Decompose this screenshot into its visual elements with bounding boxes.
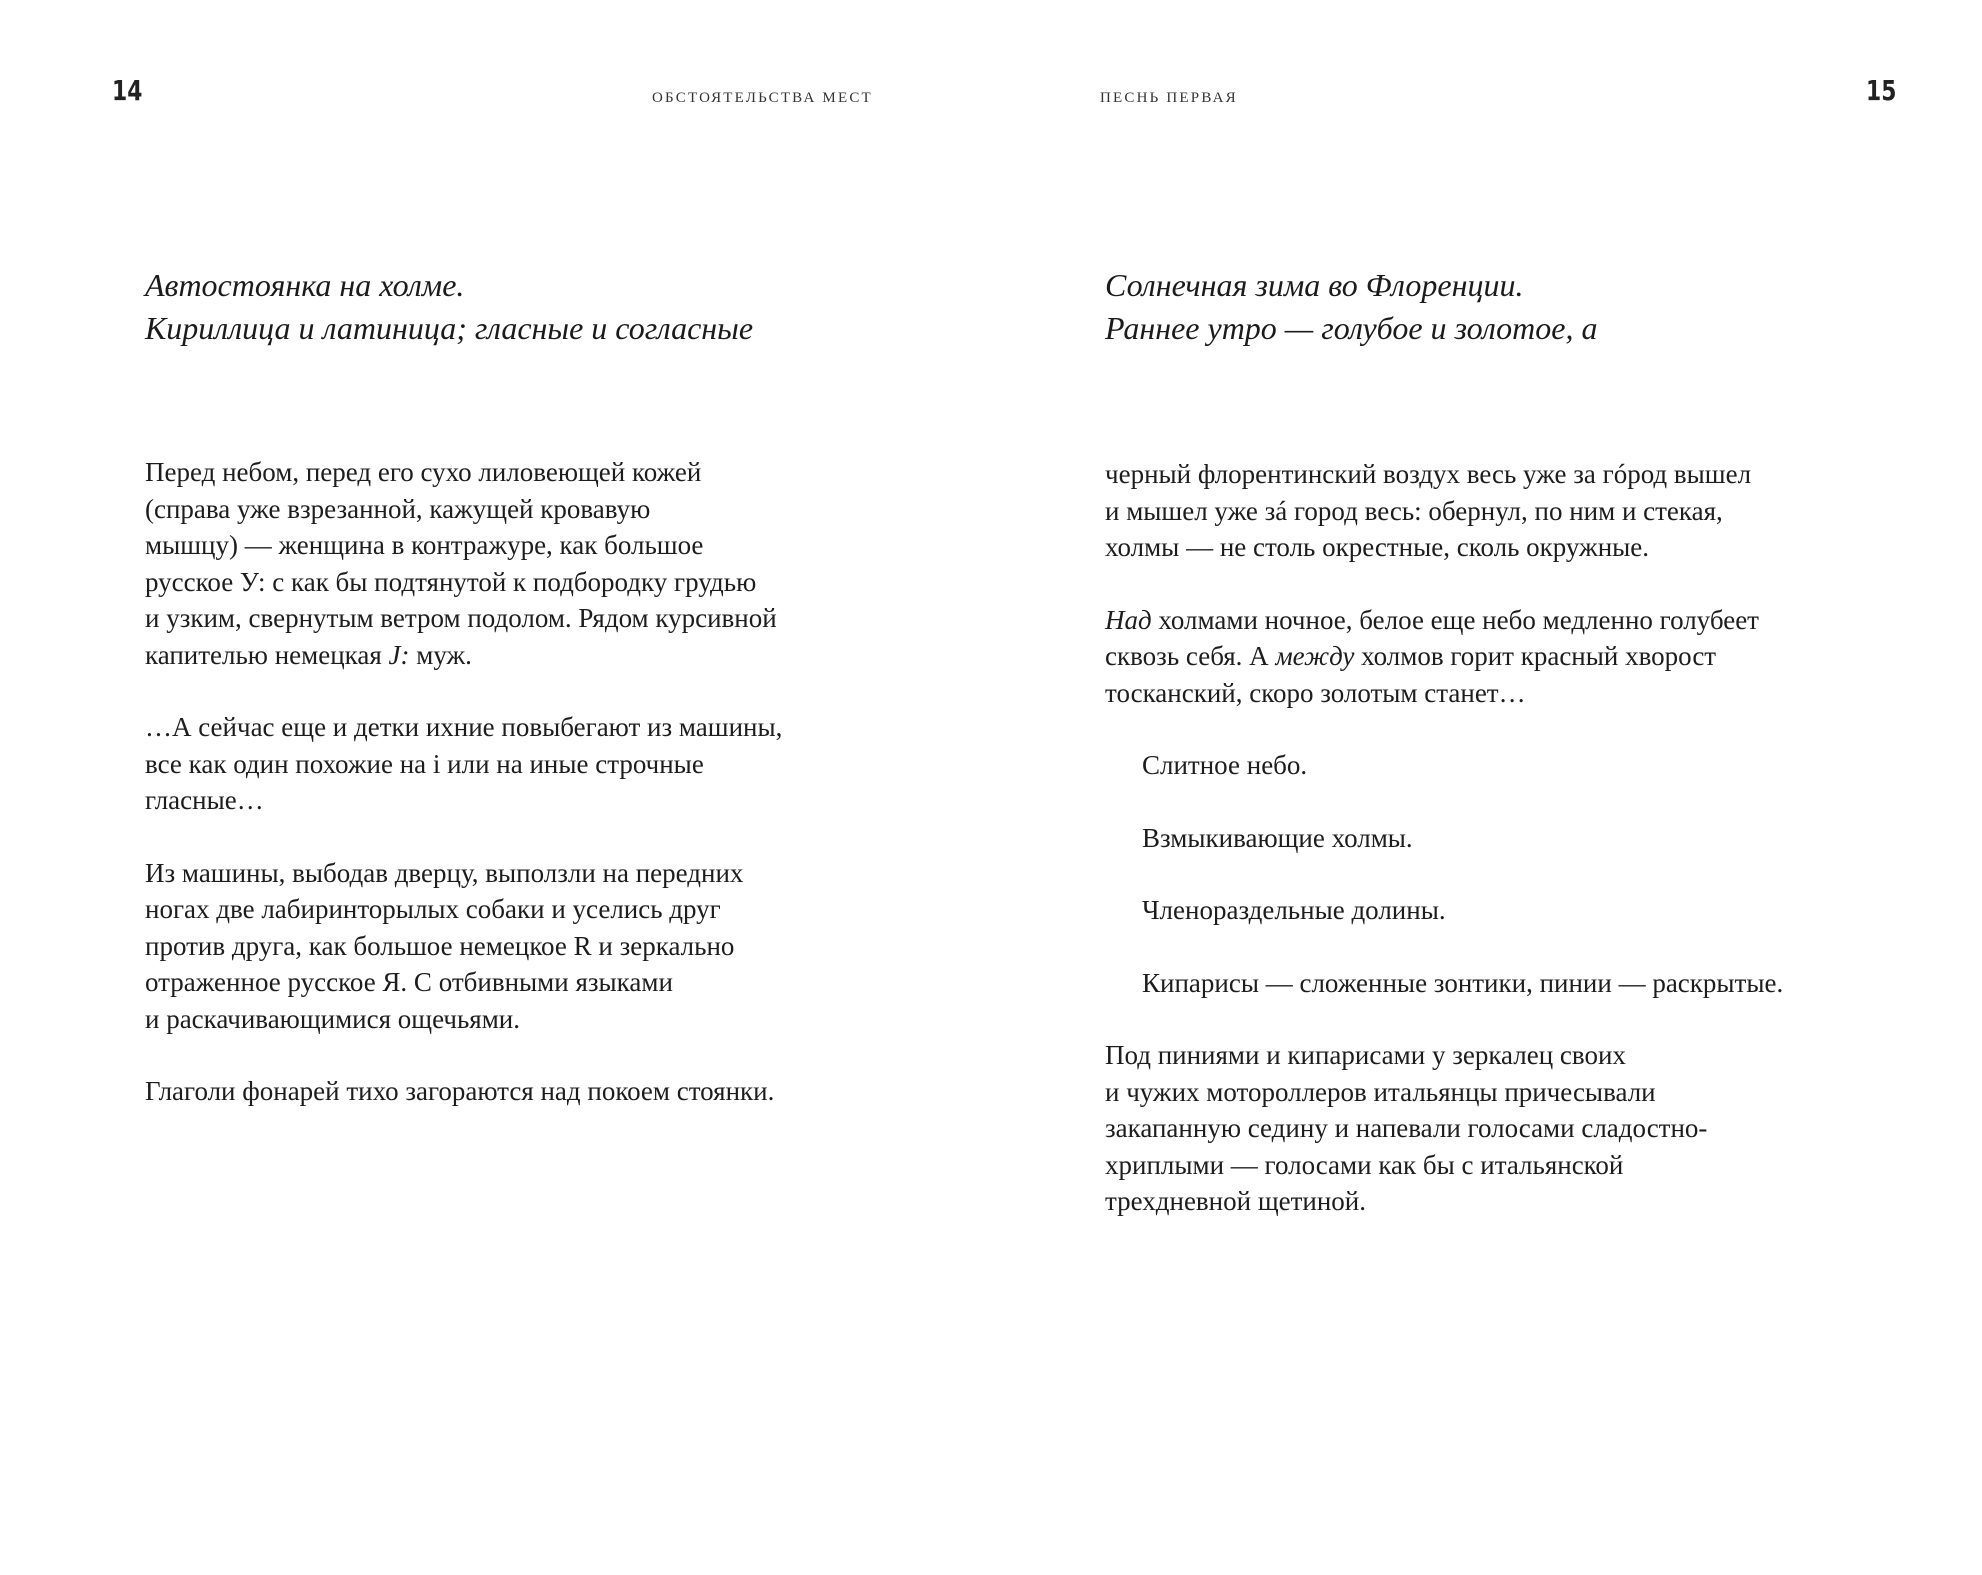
italic-word: Над (1105, 604, 1152, 635)
paragraph (145, 454, 782, 673)
running-head: ОБСТОЯТЕЛЬСТВА МЕСТ (652, 90, 873, 106)
text-line: русское У: с как бы подтянутой к подбородку грудью (145, 566, 757, 597)
text-line (1105, 602, 1783, 639)
text-line: гласные… (145, 785, 264, 815)
verse-line: Кипарисы — сложенные зонтики, пинии — раскрытые. (1142, 967, 1784, 998)
verse-line: Взмыкивающие холмы. (1142, 822, 1413, 853)
text-line: и мышел уже зá город весь: обернул, по ним и стекая, (1105, 495, 1723, 526)
text-line: ногах две лабиринторылых собаки и уселись друг (145, 894, 721, 924)
text-line: закапанную седину и напевали голосами сладостно- (1105, 1113, 1708, 1143)
page-number: 14 (112, 74, 143, 107)
text-line (145, 637, 782, 674)
text-line: холмы — не столь окрестные, сколь окружные. (1105, 532, 1650, 562)
heading-line: Кириллица и латиница; гласные и согласные (145, 310, 754, 346)
right-page (991, 0, 1982, 1575)
text-run: холмов горит красный хворост (1354, 641, 1717, 671)
text-line: мышцу) — женщина в контражуре, как большое (145, 530, 704, 560)
text-line: Из машины, выбодав дверцу, выползли на передних (145, 857, 744, 888)
paragraph (145, 855, 782, 1038)
verse-line: Членораздельные долины. (1142, 895, 1446, 925)
text-line: против друга, как большое немецкое R и зеркально (145, 930, 735, 961)
paragraph (1105, 456, 1783, 566)
running-head: ПЕСНЬ ПЕРВАЯ (1100, 90, 1238, 106)
text-line: все как один похожие на i или на иные строчные (145, 748, 704, 779)
text-line: хриплыми — голосами как бы с итальянской (1105, 1149, 1624, 1180)
text-line: и чужих мотороллеров итальянцы причесывали (1105, 1076, 1656, 1107)
page-number: 15 (1866, 74, 1897, 107)
text-run: муж. (409, 639, 472, 670)
heading-line: Автостоянка на холме. (145, 267, 465, 303)
text-line: трехдневной щетиной. (1105, 1186, 1366, 1216)
heading-line: Раннее утро — голубое и золотое, а (1105, 310, 1598, 346)
italic-word: между (1275, 641, 1355, 671)
text-line: отраженное русское Я. С отбивными языками (145, 967, 673, 997)
heading-line: Солнечная зима во Флоренции. (1105, 267, 1524, 303)
body-text (1105, 456, 1783, 1256)
text-run: капителью немецкая (145, 639, 389, 670)
text-run: сквозь себя. А (1105, 641, 1276, 671)
body-text (145, 454, 782, 1146)
paragraph (1105, 1037, 1783, 1220)
text-line: (справа уже взрезанной, кажущей кровавую (145, 493, 651, 524)
text-line: и раскачивающимися ощечьями. (145, 1003, 520, 1034)
text-line: и узким, свернутым ветром подолом. Рядом курсивной (145, 603, 777, 633)
paragraph (145, 709, 782, 819)
text-line (1105, 638, 1783, 675)
verse-line: Слитное небо. (1142, 750, 1308, 780)
text-run: холмами ночное, белое еще небо медленно голубеет (1151, 604, 1759, 635)
paragraph (1105, 602, 1783, 712)
section-heading (145, 264, 753, 350)
text-line: …А сейчас еще и детки ихние повыбегают из машины, (145, 712, 783, 742)
section-heading (1105, 264, 1597, 350)
text-line: Глаголи фонарей тихо загораются над покоем стоянки. (145, 1076, 775, 1106)
text-line: Перед небом, перед его сухо лиловеющей кожей (145, 457, 702, 487)
text-line: черный флорентинский воздух весь уже за гóрод вышел (1105, 459, 1752, 489)
text-line: Под пиниями и кипарисами у зеркалец своих (1105, 1040, 1626, 1070)
text-line: тосканский, скоро золотым станет… (1105, 677, 1526, 708)
paragraph (145, 1073, 782, 1110)
italic-letter: J: (388, 639, 410, 670)
